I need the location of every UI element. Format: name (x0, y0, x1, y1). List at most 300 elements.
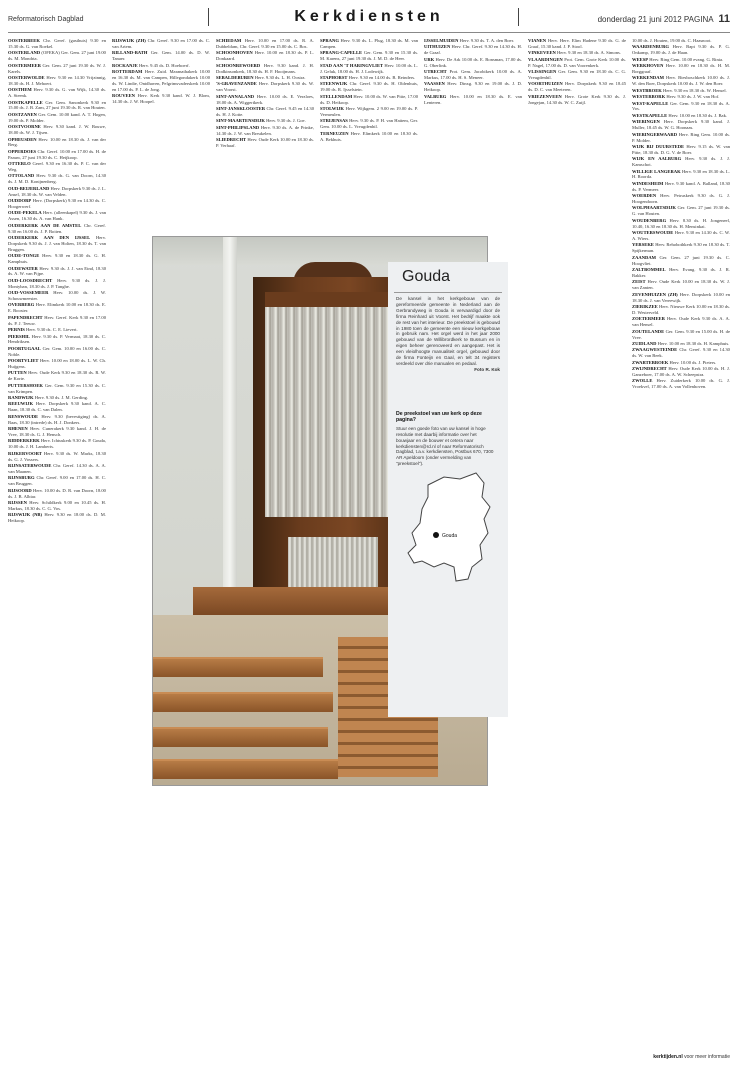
gouda-marker-icon (433, 532, 439, 538)
place-name: OUDE-TONGE (8, 253, 40, 259)
service-details: Herv. 10.00 en 18.30 ds. J. Bak. (668, 112, 728, 118)
section-title: Kerkdiensten (294, 8, 444, 25)
place-name: WEESP (632, 56, 649, 62)
place-name: OTTOLAND (8, 173, 35, 179)
place-name: VOORTHUIZEN (528, 81, 563, 87)
place-name: RIJNSATERWOUDE (8, 463, 52, 469)
place-name: RIDDERKERK (8, 438, 40, 444)
service-details: Chr. Geref. (gasthuis) 9.30 en 15.30 ds. G. van Roekel. (8, 38, 106, 49)
service-details: Herv. Oude Kerk 10.00 en 18.30 ds. W. J. van Zanten. (632, 279, 730, 291)
service-details: Herv. 9.30 ds. T. A. den Boer. (459, 38, 515, 43)
place-name: WESTERBORK (632, 94, 666, 100)
church-listing (632, 169, 730, 181)
church-listing (8, 383, 106, 395)
service-details: Herv. 10.00 en 18.30 ds. J. van der Berg. (8, 136, 106, 148)
place-name: RIJSOORD (8, 487, 32, 493)
church-listing (320, 106, 418, 118)
service-details: Herv. Oude Kerk 10.00 ds. H. J. Ganzeboer, 17.00 ds. A. W. Scheepstra. (632, 366, 730, 377)
service-details: Herv. 10.00 ds. E. Verzloes, 18.00 ds. A. Wiggertkerk. (216, 93, 314, 105)
church-listing (528, 57, 626, 69)
church-listing (632, 304, 730, 316)
service-details: Herv. 9.30 en 14.00 ds. B. Reinders. (348, 74, 416, 80)
church-listing (528, 81, 626, 93)
church-listing (632, 230, 730, 242)
church-listing (632, 292, 730, 304)
place-name: VRIEZENVEEN (528, 93, 562, 99)
church-listing (8, 414, 106, 426)
church-listing (632, 119, 730, 131)
service-details: Herv. 9.30 en 18.30 ds. W. Hensel. (663, 87, 727, 93)
column-3 (216, 38, 314, 233)
place-name: SLIEDRECHT (216, 137, 247, 142)
place-name: ZOUTELANDE (632, 328, 665, 334)
page-date: donderdag 21 juni 2012 (597, 15, 682, 24)
church-listing (8, 198, 106, 210)
service-details: Herv. Zuiderkerk 10.00 ds. G. J. Vroekvel, 17.00 ds. A. van Vollenhoven. (632, 378, 730, 390)
church-listing (8, 500, 106, 512)
service-details: Herv. 9.30 kand. A. Balland, 18.30 ds. P. Vermeer. (632, 180, 730, 192)
service-details: Herv. 9.30 ds. L. Plug, 18.30 ds. M. van Campen. (320, 38, 418, 49)
church-listing (632, 341, 730, 347)
service-details: Herv. 10.00 en 18.00 ds. L. W. Ch. Huijgens. (8, 358, 106, 370)
service-details: Herv. Oude Kerk 9.30 en 18.30 ds. R. W. de Korte. (8, 370, 106, 382)
place-name: REEUWIJK (8, 401, 34, 407)
place-name: WOUDENBERG (632, 217, 667, 223)
service-details: Herv. Schildkerk 9.00 en 10.45 ds. H. Markus, 18.30 ds. C. G. Vos. (8, 499, 106, 511)
organ-lower-pipes (288, 537, 378, 587)
place-name: OOSTVOORNE (8, 124, 41, 130)
place-name: OUD-VOSSEMEER (8, 290, 49, 296)
pew (153, 657, 323, 677)
place-name: WILLIGE LANGERAK (632, 168, 681, 174)
church-listing (632, 205, 730, 217)
church-listing (632, 218, 730, 230)
church-listing (424, 81, 522, 93)
organ-pipes (265, 307, 401, 517)
gouda-rule (394, 292, 502, 293)
place-name: IJSSELMUIDEN (424, 38, 459, 43)
service-details: Ger. Gem. 10.00 en 16.00 ds. C. Noble. (8, 345, 106, 357)
pew (153, 692, 333, 712)
church-listing (632, 38, 730, 44)
service-details: Herv. De Ark 10.00 ds. E. Bonsman, 17.00 ds. G. Oberlink. (424, 56, 522, 68)
church-listing (632, 267, 730, 279)
service-details: Herv. Nieuwe Kerk 10.00 en 18.30 ds. D. Westerveld. (632, 303, 730, 315)
place-name: RENSWOUDE (8, 413, 39, 419)
place-name: PAPENDRECHT (8, 314, 43, 320)
place-name: SINT-MAARTENSDIJK (216, 118, 265, 124)
service-details: Herv. 9.15 ds. W. van Pitte, 18.30 ds. D. G. V. de Boer. (632, 143, 730, 155)
place-name: OUD-BEIJERLAND (8, 185, 50, 191)
place-name: VLISSINGEN (528, 69, 557, 75)
service-details: Chr. Geref. 9.30 ds. H. Oldenhuis, 19.00 ds. R. Ijsselstein. (320, 81, 418, 93)
church-listing (8, 395, 106, 401)
place-name: OUDERKERK AAN DE AMSTEL (8, 222, 82, 228)
church-listing (216, 75, 314, 81)
column-7 (632, 38, 730, 1048)
place-name: STAD AAN 'T HARINGVLIET (320, 62, 384, 68)
place-name: OUD-LOOSDRECHT (8, 277, 53, 283)
column-5 (424, 38, 522, 258)
service-details: Herv. 9.30 ds. A. de Prinke, 14.30 ds. J. W. van Breukelen. (216, 124, 314, 136)
church-listing (528, 50, 626, 56)
service-details: Chr. Geref. 14.30 ds. A. A. van Maanen. (8, 463, 106, 474)
church-listing (8, 137, 106, 149)
church-listing (8, 186, 106, 198)
place-name: RIJSWIJK (NB) (8, 512, 42, 518)
church-listing (8, 451, 106, 463)
church-listing (8, 438, 106, 450)
church-listing (632, 156, 730, 168)
place-name: WOUTERSWOUDE (632, 230, 674, 236)
column-1 (8, 38, 106, 1058)
service-details: Ger. Gem. 9.30 en 15.30 ds. C. van Krimpen. (8, 382, 106, 394)
church-listing (320, 63, 418, 75)
service-details: Chr. Geref. 9.30 en 14.30 ds. W. van Beek. (632, 347, 730, 359)
church-listing (632, 360, 730, 366)
service-details: Herv. Cunerakerk 9.30 kand. J. H. de Vree, 18.30 ds. G. J. Hensch. (8, 426, 106, 437)
service-details: Herv. (Dorpskerk) 9.30 en 14.30 ds. C. Hoogerwerf. (8, 198, 106, 209)
church-listing (8, 173, 106, 185)
place-name: SCHOONHOVEN (216, 50, 253, 56)
place-name: RIJSWIJK (ZH) (112, 38, 146, 43)
church-listing (320, 118, 418, 130)
place-name: RANDWIJK (8, 395, 34, 401)
church-listing (8, 401, 106, 413)
church-listing (320, 94, 418, 106)
column-2 (112, 38, 210, 233)
church-listing (8, 124, 106, 136)
place-name: PIERSHIL (8, 333, 30, 339)
place-name: OUDDORP (8, 198, 32, 204)
church-listing (320, 75, 418, 81)
church-listing (8, 358, 106, 370)
place-name: RHENEN (8, 426, 28, 432)
church-listing (8, 100, 106, 112)
church-listing (8, 327, 106, 333)
service-details: Herv. Rehobothkerk 9.30 en 18.30 ds. T. Spijkerman. (632, 242, 730, 254)
service-details: Herv. Ichtuskerk 9.30 ds. P. Gouda, 10.00 ds. J. H. Lamberts. (8, 438, 106, 450)
service-details: Herv. 9.30 (bevestiging) ds. A. Baas, 18.30 (intrede) ds. H. J. Donkers. (8, 413, 106, 425)
service-details: Ger. Gem. 9.30 en 18.30 ds. A. Vos. (632, 100, 730, 112)
church-listing (632, 255, 730, 267)
service-details: Herv. 9.30 ds. J. J. van Eind, 18.30 ds. A. W. van Pijpe. (8, 265, 106, 277)
church-listing (8, 302, 106, 314)
church-listing (632, 101, 730, 113)
service-details: Herv. 10.00 ds. D. R. van Doorn, 18.00 ds. J. B. Albiar. (8, 487, 106, 499)
church-listing (8, 426, 106, 438)
church-listing (8, 149, 106, 161)
service-details: Herv. 9.30 en 18.30 ds. L. H. Roorda. (632, 168, 730, 180)
place-name: OOSTHEM (8, 87, 32, 93)
service-details: Herv. 9.30 ds. J. J. Montyban, 18.30 ds. J. P. Tanghe. (8, 277, 106, 289)
place-name: SCHOONREWOERD (216, 62, 261, 68)
service-details: Herv. 9.30 ds. G. van Doorn, 14.30 ds. J. M. D. Konijnenberg. (8, 173, 106, 185)
service-details: Herv. Dorpskerk 9.30 en 18.45 ds. D. C. van Meeteren. (528, 81, 626, 93)
map-outline (408, 473, 490, 581)
place-name: STAPHORST (320, 74, 348, 80)
service-details: Ger. Gem. 27 juni 19.30 ds. G. van Houten. (632, 205, 730, 217)
place-name: VLAARDINGEN (528, 56, 563, 62)
place-name: UTRECHT (424, 69, 447, 75)
place-name: ZEVENHUIZEN (ZH) (632, 291, 678, 297)
church-listing (8, 87, 106, 99)
place-name: OTTERLO (8, 161, 31, 167)
church-listing (528, 69, 626, 81)
service-details: Ger. Gem. 10.00 kand. A. T. Hogen, 19.00 ds. P. Molder. (8, 111, 106, 123)
appeal-text: Stuur een goede foto van uw kansel in hoge resolutie met daarbij informatie over het bouwjaar en de bouwer et cetera naar kerkdiensten@rd.nl of naar Reformatorisch Dagblad, t.a.v. kerkdiensten, Postbus 670, 7300 AR Apeldoorn (onder vermelding van "preekstoel"). (396, 425, 494, 467)
service-details: Ger. Gem. 9.30 en 18.30 ds. C. G. Vreugdenhil. (528, 69, 626, 80)
register-mark-right (518, 8, 519, 26)
place-name: PUTTEN (8, 370, 27, 376)
service-details: Herv. Dorpskerk 9.30 ds. J. L. Ansel, 18.30 ds. W. van Velden. (8, 185, 106, 197)
church-listing (216, 38, 314, 50)
church-listing (632, 279, 730, 291)
service-details: Herv. 9.30 ds. W. Marks, 18.30 ds. G. J. Vossers. (8, 450, 106, 462)
service-details: Herv. 9.30 en 18.30 ds. G. H. Kamphuis. (8, 253, 106, 265)
church-listing (216, 81, 314, 93)
service-details: Herv. Dorpskerk 10.00 en 18.30 ds. J. van Vereewijk. (632, 291, 730, 303)
place-name: WIJK BIJ DUURSTEDE (632, 143, 685, 149)
place-name: WESTBROEK (632, 87, 662, 93)
service-details: Herv. Dorpskerk 9.30 kand. J. Muller, 18.45 ds. W. G. Hoonaas. (632, 119, 730, 131)
place-name: VAASSEN (424, 81, 445, 87)
church-listing (320, 38, 418, 50)
place-name: WOERDEN (632, 193, 657, 199)
place-name: ZWARTEBROEK (632, 359, 669, 365)
service-details: Herv. 9.45 ds. D. Hoeboerf. (138, 62, 190, 68)
place-name: WERKHOVEN (632, 63, 664, 69)
service-details: Herv. 9.30 ds. J. W. van Hof. (666, 94, 720, 100)
church-listing (216, 118, 314, 124)
service-details: Chr. Geref. 9.45 en 14.30 ds. H. J. Kotte. (216, 105, 314, 117)
service-details: Herv. 9.30 en 18.00 ds. D. M. Heikoop. (8, 512, 106, 524)
footer-suffix: voor meer informatie (684, 1054, 730, 1060)
church-listing (424, 57, 522, 69)
pew (153, 759, 338, 779)
church-listing (8, 370, 106, 382)
church-listing (216, 63, 314, 75)
church-listing (424, 38, 522, 44)
place-name: WAARDENBURG (632, 44, 670, 50)
page-info (598, 13, 730, 25)
place-name: STRIJENSAS (320, 118, 348, 124)
service-details: Herv. Oude Kerk 9.30 ds. A. A. van Hensel. (632, 316, 730, 328)
service-details: Ger. Gem. 27 juni 19.30 ds. C. Hoogvliet. (632, 254, 730, 266)
place-name: OUDERKERK AAN DEN IJSSEL (8, 235, 91, 240)
service-details: Ger. Gem. 14.00 ds. D. W. Tanaer. (112, 50, 210, 62)
church-listing (632, 88, 730, 94)
place-name: YERSEKE (632, 242, 654, 248)
church-listing (216, 50, 314, 62)
place-name: STEENWIJK (320, 81, 348, 87)
place-name: OOSTERBEEK (8, 38, 40, 43)
place-name: VIANEN (528, 38, 547, 43)
church-listing (8, 235, 106, 253)
church-listing (632, 242, 730, 254)
church-listing (8, 315, 106, 327)
service-details: Herv. Geref. Kerk 9.30 en 17.00 ds. P. J. Teeuw. (8, 314, 106, 326)
service-details: Geref. 9.30 en 16.30 ds. P. C. van der Weg. (8, 161, 106, 173)
place-name: SINT-PHILIPSLAND (216, 124, 260, 130)
footer-reference (653, 1054, 730, 1060)
service-details: Herv. 10.00 en 18.30 ds. E. van Lenteren. (424, 93, 522, 105)
place-name: ZEIST (632, 279, 646, 285)
church-listing (632, 366, 730, 378)
place-name: WEST-KAPELLE (632, 100, 669, 106)
church-listing (632, 193, 730, 205)
gouda-body: De kansel in het kerkgebouw van de gereformeerde gemeente in Nederland aan de Gerbrandyweg in Gouda is vervaardigd door de firma Reinhard uit Voorst. Het bedrijf maakte ook de rest van het interieur. De preekstoel is gebouwd in 1980 toen de gemeente een nieuw kerkgebouw in gebruik nam. Het orgel werd in het jaar 2000 gebouwd van de Willibrordkerk te Bussum en in eigen beheer gerenoveerd en aangepast. Het is een vleiolhoogte manualiteit orgel, gebouwd door de firma Fonteijn en Gaal, en telt 34 registers verdeeld over drie manualen en pedaal. (396, 296, 500, 366)
appeal-title: De preekstoel van uw kerk op deze pagina? (396, 411, 482, 423)
service-details: Herv. (alleenkapel) 9.30 ds. J. van Assen, 16.30 ds. A. van Hank. (8, 210, 106, 222)
service-details: Chr. Geref. 9.00 en 17.00 ds. H. C. van Bruggen. (8, 475, 106, 487)
church-listing (216, 137, 314, 149)
church-listing (8, 488, 106, 500)
gouda-info-box (388, 262, 508, 717)
church-listing (632, 44, 730, 56)
place-name: RILLAND-BATH (112, 50, 148, 56)
church-listing (320, 50, 418, 62)
place-name: OOSTERLAND (8, 50, 41, 56)
service-details: Herv. 9.30 en 14.30 ds. C. W. A. Wiers. (632, 230, 730, 241)
church-listing (632, 378, 730, 390)
place-name: ROTTERDAM (112, 69, 143, 75)
place-name: WIERINGERWAARD (632, 131, 678, 137)
service-details: Ger. Gem. Sanonkerk 9.30 en 15.00 ds. J. B. Zam, 27 juni 19.30 ds. R. van Houten. (8, 99, 106, 111)
church-listing (632, 181, 730, 193)
header-rule (8, 32, 730, 33)
gouda-title: Gouda (402, 268, 451, 285)
page-label: PAGINA (683, 15, 714, 24)
church-listing (8, 266, 106, 278)
church-listing (216, 94, 314, 106)
church-listing (8, 475, 106, 487)
church-listing (632, 132, 730, 144)
pew (153, 727, 328, 747)
service-details: Herv. 9.30 kand. J. H. Dodkinsonkerk, 18.30 ds. H. F. Hooijmans. (216, 62, 314, 74)
service-details: Herv. 9.30 ds. L. H. Oostra. (254, 74, 306, 80)
place-name: SPRANG (320, 38, 339, 43)
place-name: ZUIDLAND (632, 340, 657, 346)
service-details: Ger. Gem. 9.30 en 15.00 ds. H. de Vree. (632, 328, 730, 340)
service-details: Herv. Dinxg. 9.30 en 19.00 ds. J. D. Heikoop. (424, 81, 522, 93)
place-name: VALBURG (424, 93, 447, 99)
service-details: Chr. Geref. 9.30 en 16.00 ds. J. P. Boiten. (8, 222, 106, 234)
service-details: Prot. Gem. Jacobikerk 10.00 ds. A. Markus, 17.00 ds. H. S. Meneer. (424, 69, 522, 80)
place-name: WERKENDAM (632, 75, 664, 81)
place-name: SEBALDEBUREN (216, 74, 254, 80)
service-details: Ger. Gem. 27 juni 19.30 ds. W. J. Karels. (8, 62, 106, 74)
service-details: Herv. Bapt 9.30 ds. P. G. Onkamp, 19.00 ds. J. de Haan. (632, 44, 730, 56)
place-name: SCHIEDAM (216, 38, 242, 43)
church-listing (112, 38, 210, 50)
place-name: WIERINGEN (632, 119, 660, 125)
place-name: WINDESHEIM (632, 180, 664, 186)
church-listing (8, 161, 106, 173)
church-listing (8, 512, 106, 524)
column-4 (320, 38, 418, 233)
place-name: STELLENDAM (320, 93, 353, 99)
place-name: ZWOLLE (632, 378, 653, 384)
service-details: Herv. 9.30 ds. G. van Wijk, 14.30 ds. A. Steenk. (8, 87, 106, 99)
page-number: 11 (718, 13, 730, 25)
place-name: SINT-JANSKLOOSTER (216, 105, 266, 111)
submission-appeal (396, 412, 496, 467)
place-name: RIJKERVOORT (8, 450, 42, 456)
service-details: Herv. 10.00 en 17.00 ds. R. A. Dubbeldam, Chr. Geref. 9.30 en 15.00 ds. C. Bos. (216, 38, 314, 49)
service-details: Herv. 9.30 en 14.30 Vrijzinnig, 18.30 ds. H. J. Mehoert. (8, 74, 106, 86)
church-listing (8, 38, 106, 50)
service-details: Herv. Grote Kerk 9.30 ds. J. Jongejan, 14.30 ds. W. C. Zuijl. (528, 93, 626, 105)
service-details: Herv. 9.30 ds. P. H. van Hattem, Ger. Gem. 10.00 ds. L. Vreugdenhil. (320, 118, 418, 130)
place-name: WOLPHAARTSDIJK (632, 205, 676, 211)
place-name: ZIERIKZEE (632, 303, 658, 309)
service-details: Herv. 9.30 ds. C. E. Lievert. (26, 327, 78, 333)
church-listing (8, 290, 106, 302)
place-name: RIJSSEN (8, 499, 27, 505)
service-details: Herv. Zuid. Maranathakerk 10.00 en 16.30 ds. M. van Campen, Hillegondakerk 10.00 ds. W. Lindie, Ontdhaven, Pelgrimsvaderskerk 10.00 en 17.00 ds. P. L. de Jong. (112, 69, 210, 92)
service-details: Prot. Gem. Grote Kerk 10.00 ds. P. Nagel, 17.00 ds. D. van Voorenkerk. (528, 56, 626, 68)
gouda-description (396, 296, 500, 373)
service-details: Herv. Oude Kerk 10.00 en 18.30 ds. P. Verhaaf. (216, 137, 314, 148)
service-details: Herv. Dorpskerk 9.30 ds. W. van Voorst. (216, 81, 314, 93)
church-listing (8, 334, 106, 346)
church-listing (112, 50, 210, 62)
church-listing (424, 44, 522, 56)
place-name: ZWAAGWESTEINDE (632, 347, 678, 353)
church-listing (8, 253, 106, 265)
church-listing (632, 94, 730, 100)
church-listing (8, 223, 106, 235)
church-listing (8, 346, 106, 358)
church-listing (632, 144, 730, 156)
place-name: OOSTERMEER (8, 62, 41, 68)
place-name: RIJNSBURG (8, 475, 35, 481)
footer-link[interactable]: kerktijden.nl (653, 1054, 683, 1060)
service-details: Herv. 9.30 en 18.30 ds. A. Simons. (556, 50, 621, 56)
service-details: Herv. Evang. 9.30 ds. J. R. Bakker. (632, 267, 730, 278)
place-name: POORTUGAAL (8, 345, 41, 351)
service-details: Herv. Dorpskerk 9.30 ds. J. J. van Holten, 18.30 ds. T. van Bruggen. (8, 235, 106, 252)
place-name: OVERBERG (8, 302, 35, 308)
church-listing (216, 125, 314, 137)
service-details: Herv. 9.30 ds. J. J. Kamschot. (632, 156, 730, 168)
place-name: ROCKANJE (112, 62, 138, 68)
service-details: Herv. Biesboschkerk 10.00 ds. J. W. den Boer, Dorpskerk 10.00 ds. J. W. den Boer. (632, 75, 730, 87)
place-name: OOSTKAPELLE (8, 99, 43, 105)
place-name: ZOETERMEER (632, 316, 665, 322)
service-details: Herv. Elimkerk 10.00 en 18.30 ds. E. E. Booster. (8, 302, 106, 314)
column-6 (528, 38, 626, 258)
place-name: UITHUIZEN (424, 44, 451, 50)
church-listing (632, 63, 730, 75)
service-details: Herv. 9.30 ds. P. Vermaat, 18.30 ds. C. Hendriksen. (8, 333, 106, 345)
place-name: 'S-GRAVENZANDE (216, 81, 257, 87)
church-listing (112, 69, 210, 93)
place-name: WESTKAPELLE (632, 112, 668, 118)
church-listing (112, 93, 210, 105)
service-details: Herv. 10.00 ds. J. Pieters. (669, 359, 717, 365)
church-listing (632, 329, 730, 341)
service-details: Herv. Kerk 9.30 kand. W. J. Blom, 14.30 ds. J. W. Hoopel. (112, 93, 210, 105)
photo-credit: Foto R. Kok (474, 366, 500, 372)
service-details: Herv. Elimkerk 10.00 en 18.30 ds. A. Bekhuis. (320, 130, 418, 142)
church-listing (8, 278, 106, 290)
map-city-label: Gouda (442, 533, 458, 539)
place-name: STOLWIJK (320, 105, 345, 111)
publication-name: Reformatorisch Dagblad (8, 16, 84, 23)
service-details: Chr. Geref. 9.30 en 17.00 ds. C. van Artem. (112, 38, 210, 49)
